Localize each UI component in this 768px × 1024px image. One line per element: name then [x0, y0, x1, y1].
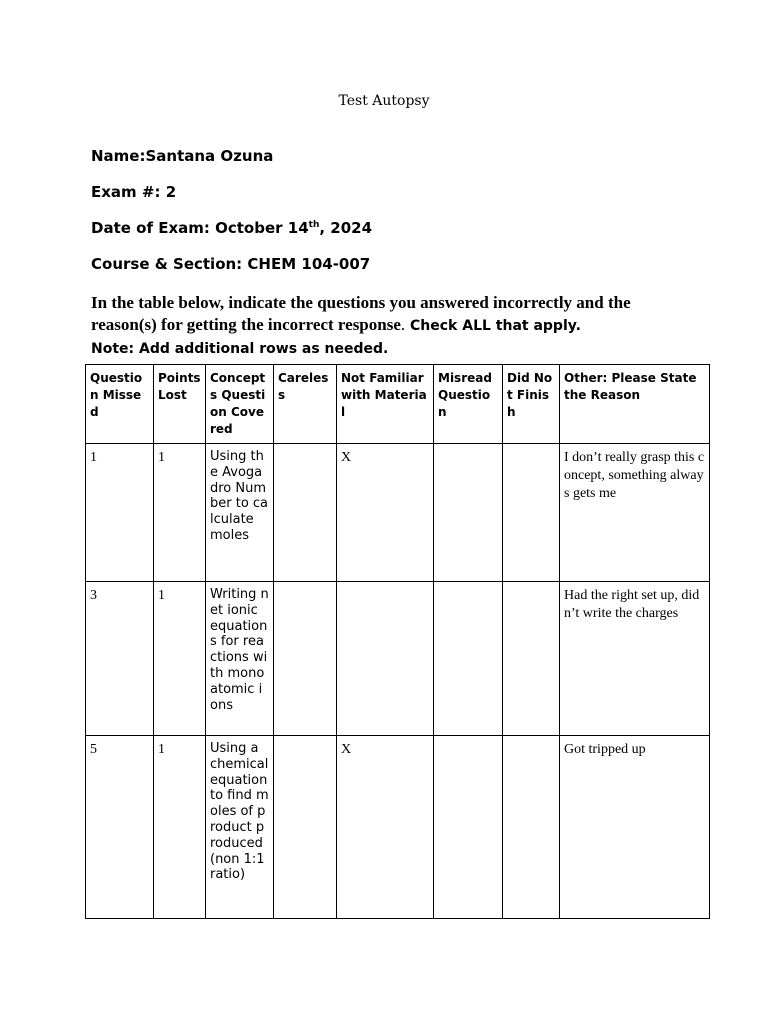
exam-value: 2: [165, 183, 177, 201]
table-row: [86, 582, 710, 736]
cell-other-reason: I don’t really grasp this concept, something always gets me: [560, 444, 710, 582]
cell-question: 3: [86, 582, 154, 736]
name-value: Santana Ozuna: [145, 147, 274, 165]
note-text: Note: Add additional rows as needed.: [91, 341, 389, 357]
date-line: [91, 219, 372, 237]
name-label: Name:: [91, 147, 146, 165]
cell-misread: [434, 582, 503, 736]
exam-label: Exam #:: [91, 183, 161, 201]
cell-did-not-finish: [503, 582, 560, 736]
cell-careless: [274, 444, 337, 582]
course-line: [91, 255, 370, 273]
cell-question: 5: [86, 736, 154, 919]
cell-points: 1: [154, 582, 206, 736]
document-title: Test Autopsy: [338, 93, 430, 109]
cell-not-familiar: X: [337, 444, 434, 582]
cell-other-reason: Got tripped up: [560, 736, 710, 919]
cell-careless: [274, 582, 337, 736]
cell-other-reason: Had the right set up, didn’t write the charges: [560, 582, 710, 736]
table-row: [86, 736, 710, 919]
table-row: [86, 444, 710, 582]
header-not-familiar: Not Familiar with Material: [337, 365, 434, 444]
cell-points: 1: [154, 444, 206, 582]
exam-line: [91, 183, 176, 201]
cell-misread: [434, 444, 503, 582]
header-points-lost: Points Lost: [154, 365, 206, 444]
header-careless: Careless: [274, 365, 337, 444]
header-concepts: Concepts Question Covered: [206, 365, 274, 444]
cell-concept: Writing net ionic equations for reactions with monoatomic ions: [206, 582, 274, 736]
instruction-check: Check ALL that apply.: [405, 318, 581, 334]
course-label: Course & Section:: [91, 255, 243, 273]
header-misread: Misread Question: [434, 365, 503, 444]
instruction-main: In the table below, indicate the questions you answered incorrectly and the reason(s) for getting the incorrect response: [91, 293, 631, 334]
cell-careless: [274, 736, 337, 919]
date-ordinal: th: [308, 220, 320, 230]
cell-points: 1: [154, 736, 206, 919]
instruction-period: .: [400, 315, 406, 334]
cell-question: 1: [86, 444, 154, 582]
cell-not-familiar: X: [337, 736, 434, 919]
header-question-missed: Question Missed: [86, 365, 154, 444]
cell-not-familiar: [337, 582, 434, 736]
cell-concept: Using the Avogadro Number to calculate moles: [206, 444, 274, 582]
date-value-year: , 2024: [319, 219, 373, 237]
cell-did-not-finish: [503, 736, 560, 919]
cell-misread: [434, 736, 503, 919]
header-did-not-finish: Did Not Finish: [503, 365, 560, 444]
instruction-text: [91, 292, 681, 337]
name-line: [91, 147, 273, 165]
date-value-main: October 14: [215, 219, 309, 237]
date-value: [215, 219, 372, 237]
header-other-reason: Other: Please State the Reason: [560, 365, 710, 444]
course-value: CHEM 104-007: [247, 255, 371, 273]
autopsy-table: [85, 364, 710, 919]
date-label: Date of Exam:: [91, 219, 210, 237]
table-header-row: [86, 365, 710, 444]
cell-concept: Using a chemical equation to find moles of product produced (non 1:1 ratio): [206, 736, 274, 919]
cell-did-not-finish: [503, 444, 560, 582]
